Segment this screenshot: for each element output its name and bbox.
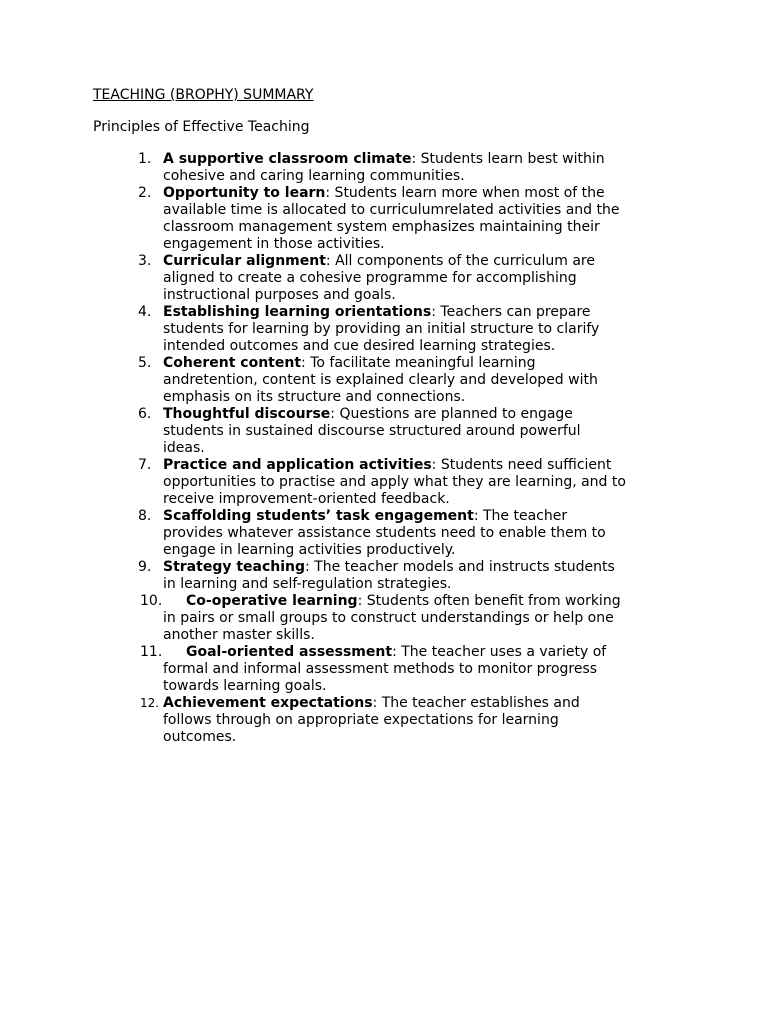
list-item-first-line [0,406,768,423]
list-item-continuation: emphasis on its structure and connections. [163,389,466,405]
list-item [0,457,768,508]
list-item-continuation: students for learning by providing an initial structure to clarify [163,321,600,337]
list-item-term: Scaffolding students’ task engagement [163,508,474,524]
list-item-number: 5. [138,355,152,371]
list-item [0,593,768,644]
list-item-continuation: ideas. [163,440,205,456]
list-item-number: 6. [138,406,152,422]
list-item-continuation: engage in learning activities productively. [163,542,456,558]
list-item-first-line [0,185,768,202]
list-item-description: : Students learn more when most of the [325,185,605,201]
list-item-term: Establishing learning orientations [163,304,432,320]
list-item-first-line [0,253,768,270]
list-item-continuation: receive improvement-oriented feedback. [163,491,450,507]
list-item-continuation: available time is allocated to curriculumrelated activities and the [163,202,620,218]
principles-list [0,151,768,746]
list-item-number: 1. [138,151,152,167]
list-item-description: : Students learn best within [411,151,605,167]
list-item-continuation: classroom management system emphasizes maintaining their [163,219,600,235]
list-item-continuation: in pairs or small groups to construct understandings or help one [163,610,614,626]
list-item-number: 10. [140,593,163,609]
list-item-term: Strategy teaching [163,559,306,575]
list-item [0,355,768,406]
list-item [0,406,768,457]
list-item-term: Goal-oriented assessment [186,644,393,660]
document-title: TEACHING (BROPHY) SUMMARY [93,87,314,103]
list-item-term: Co-operative learning [186,593,358,609]
list-item-term: Achievement expectations [163,695,373,711]
list-item-number: 11. [140,644,163,660]
list-item-term: A supportive classroom climate [163,151,412,167]
list-item [0,151,768,185]
list-item-first-line [0,508,768,525]
list-item [0,304,768,355]
list-item-continuation: in learning and self-regulation strategies. [163,576,452,592]
list-item [0,508,768,559]
list-item-continuation: cohesive and caring learning communities. [163,168,465,184]
list-item-description: : Teachers can prepare [431,304,591,320]
list-item-term: Curricular alignment [163,253,326,269]
list-item-continuation: provides whatever assistance students need to enable them to [163,525,606,541]
list-item [0,644,768,695]
list-item-first-line [0,355,768,372]
list-item-description: : The teacher models and instructs students [305,559,615,575]
list-item-continuation: aligned to create a cohesive programme for accomplishing [163,270,577,286]
list-item-first-line [0,151,768,168]
list-item-continuation: intended outcomes and cue desired learning strategies. [163,338,556,354]
list-item-continuation: instructional purposes and goals. [163,287,396,303]
list-item-number: 2. [138,185,152,201]
list-item-number: 9. [138,559,152,575]
list-item-continuation: opportunities to practise and apply what they are learning, and to [163,474,626,490]
list-item [0,185,768,253]
list-item-first-line [0,457,768,474]
list-item-first-line [0,695,768,712]
list-item-description: : Students need sufficient [431,457,612,473]
list-item-description: : To facilitate meaningful learning [301,355,536,371]
list-item-description: : Students often benefit from working [357,593,621,609]
list-item-term: Thoughtful discourse [163,406,331,422]
list-item-number: 7. [138,457,152,473]
list-item-term: Practice and application activities [163,457,432,473]
list-item-description: : The teacher [473,508,568,524]
list-item-continuation: andretention, content is explained clearly and developed with [163,372,598,388]
list-item-number: 8. [138,508,152,524]
list-item-continuation: another master skills. [163,627,315,643]
list-item-number: 4. [138,304,152,320]
list-item-first-line [0,559,768,576]
list-item-term: Opportunity to learn [163,185,326,201]
list-item-number: 3. [138,253,152,269]
list-item-description: : The teacher establishes and [372,695,580,711]
list-item [0,559,768,593]
list-item-continuation: outcomes. [163,729,237,745]
list-item-continuation: towards learning goals. [163,678,327,694]
list-item-continuation: formal and informal assessment methods to monitor progress [163,661,598,677]
list-item-first-line [0,593,768,610]
list-item-term: Coherent content [163,355,302,371]
document-subtitle: Principles of Effective Teaching [93,119,310,135]
list-item-continuation: engagement in those activities. [163,236,385,252]
list-item [0,253,768,304]
list-item-continuation: students in sustained discourse structured around powerful [163,423,581,439]
list-item-number: 12. [140,696,160,710]
list-item-description: : The teacher uses a variety of [392,644,607,660]
list-item-first-line [0,304,768,321]
list-item-description: : Questions are planned to engage [330,406,573,422]
list-item-description: : All components of the curriculum are [325,253,595,269]
list-item-continuation: follows through on appropriate expectations for learning [163,712,559,728]
list-item-first-line [0,644,768,661]
list-item [0,695,768,746]
